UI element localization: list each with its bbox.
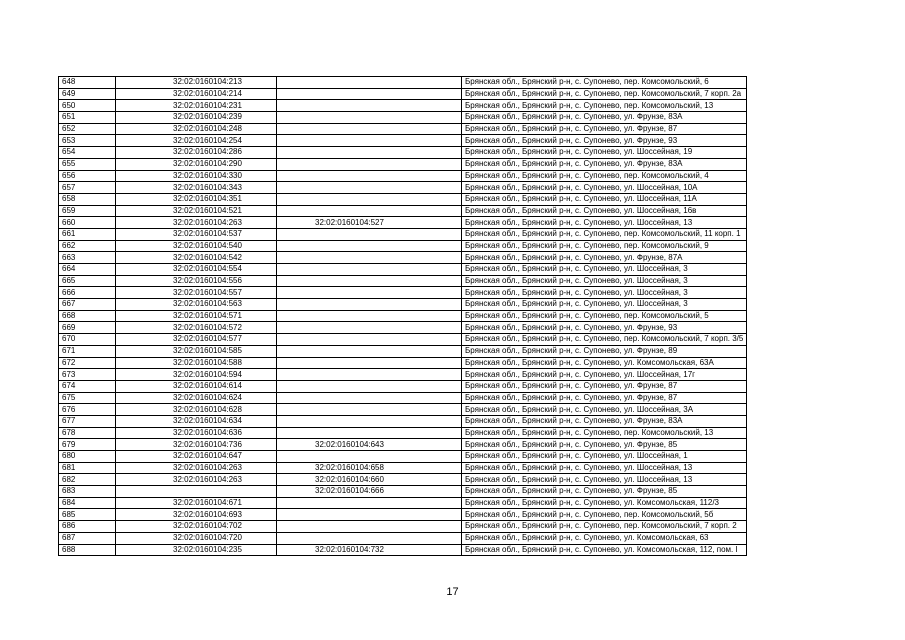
cadastral-table-body <box>59 77 747 556</box>
cadastral-number-cell: 32:02:0160104:540 <box>116 240 277 252</box>
address-cell: Брянская обл., Брянский р-н, с. Супонево, ул. Шоссейная, 17г <box>462 369 747 381</box>
parent-number-cell <box>277 310 462 322</box>
row-number-cell: 652 <box>59 123 116 135</box>
table-row <box>59 275 747 287</box>
row-number-cell: 671 <box>59 345 116 357</box>
parent-number-cell <box>277 345 462 357</box>
cadastral-number-cell: 32:02:0160104:330 <box>116 170 277 182</box>
cadastral-number-cell: 32:02:0160104:239 <box>116 112 277 124</box>
address-cell: Брянская обл., Брянский р-н, с. Супонево, ул. Шоссейная, 3 <box>462 264 747 276</box>
cadastral-number-cell: 32:02:0160104:636 <box>116 427 277 439</box>
address-cell: Брянская обл., Брянский р-н, с. Супонево, пер. Комсомольский, 7 корп. 3/5 <box>462 334 747 346</box>
table-row <box>59 345 747 357</box>
parent-number-cell <box>277 532 462 544</box>
cadastral-number-cell <box>116 486 277 498</box>
table-row <box>59 287 747 299</box>
parent-number-cell <box>277 193 462 205</box>
cadastral-number-cell: 32:02:0160104:286 <box>116 147 277 159</box>
address-cell: Брянская обл., Брянский р-н, с. Супонево, ул. Шоссейная, 3 <box>462 299 747 311</box>
row-number-cell: 649 <box>59 88 116 100</box>
table-row <box>59 147 747 159</box>
cadastral-number-cell: 32:02:0160104:577 <box>116 334 277 346</box>
cadastral-number-cell: 32:02:0160104:588 <box>116 357 277 369</box>
table-row <box>59 486 747 498</box>
table-row <box>59 369 747 381</box>
address-cell: Брянская обл., Брянский р-н, с. Супонево, ул. Фрунзе, 93 <box>462 322 747 334</box>
row-number-cell: 681 <box>59 462 116 474</box>
cadastral-number-cell: 32:02:0160104:248 <box>116 123 277 135</box>
address-cell: Брянская обл., Брянский р-н, с. Супонево, ул. Фрунзе, 87 <box>462 380 747 392</box>
row-number-cell: 670 <box>59 334 116 346</box>
parent-number-cell <box>277 275 462 287</box>
table-row <box>59 135 747 147</box>
cadastral-number-cell: 32:02:0160104:571 <box>116 310 277 322</box>
address-cell: Брянская обл., Брянский р-н, с. Супонево, ул. Фрунзе, 85 <box>462 486 747 498</box>
address-cell: Брянская обл., Брянский р-н, с. Супонево, ул. Шоссейная, 19 <box>462 147 747 159</box>
table-row <box>59 322 747 334</box>
table-row <box>59 240 747 252</box>
cadastral-number-cell: 32:02:0160104:231 <box>116 100 277 112</box>
parent-number-cell <box>277 415 462 427</box>
parent-number-cell <box>277 380 462 392</box>
table-row <box>59 264 747 276</box>
row-number-cell: 659 <box>59 205 116 217</box>
cadastral-number-cell: 32:02:0160104:542 <box>116 252 277 264</box>
table-row <box>59 462 747 474</box>
address-cell: Брянская обл., Брянский р-н, с. Супонево, ул. Комсомольская, 63А <box>462 357 747 369</box>
table-row <box>59 123 747 135</box>
address-cell: Брянская обл., Брянский р-н, с. Супонево, ул. Фрунзе, 83А <box>462 112 747 124</box>
table-row <box>59 217 747 229</box>
cadastral-number-cell: 32:02:0160104:634 <box>116 415 277 427</box>
cadastral-number-cell: 32:02:0160104:702 <box>116 521 277 533</box>
cadastral-number-cell: 32:02:0160104:585 <box>116 345 277 357</box>
address-cell: Брянская обл., Брянский р-н, с. Супонево, пер. Комсомольский, 6 <box>462 77 747 89</box>
row-number-cell: 677 <box>59 415 116 427</box>
parent-number-cell <box>277 357 462 369</box>
table-row <box>59 205 747 217</box>
row-number-cell: 662 <box>59 240 116 252</box>
address-cell: Брянская обл., Брянский р-н, с. Супонево, ул. Шоссейная, 13 <box>462 217 747 229</box>
parent-number-cell <box>277 451 462 463</box>
cadastral-number-cell: 32:02:0160104:343 <box>116 182 277 194</box>
row-number-cell: 686 <box>59 521 116 533</box>
address-cell: Брянская обл., Брянский р-н, с. Супонево, ул. Шоссейная, 16в <box>462 205 747 217</box>
address-cell: Брянская обл., Брянский р-н, с. Супонево, пер. Комсомольский, 7 корп. 2а <box>462 88 747 100</box>
parent-number-cell <box>277 100 462 112</box>
address-cell: Брянская обл., Брянский р-н, с. Супонево, ул. Комсомольская, 112/3 <box>462 497 747 509</box>
row-number-cell: 650 <box>59 100 116 112</box>
parent-number-cell <box>277 147 462 159</box>
table-row <box>59 252 747 264</box>
parent-number-cell <box>277 252 462 264</box>
row-number-cell: 664 <box>59 264 116 276</box>
table-row <box>59 544 747 556</box>
cadastral-number-cell: 32:02:0160104:572 <box>116 322 277 334</box>
cadastral-number-cell: 32:02:0160104:254 <box>116 135 277 147</box>
table-row <box>59 310 747 322</box>
cadastral-number-cell: 32:02:0160104:594 <box>116 369 277 381</box>
address-cell: Брянская обл., Брянский р-н, с. Супонево, ул. Шоссейная, 3А <box>462 404 747 416</box>
cadastral-number-cell: 32:02:0160104:214 <box>116 88 277 100</box>
table-row <box>59 228 747 240</box>
cadastral-number-cell: 32:02:0160104:290 <box>116 158 277 170</box>
parent-number-cell <box>277 135 462 147</box>
row-number-cell: 654 <box>59 147 116 159</box>
table-row <box>59 158 747 170</box>
parent-number-cell <box>277 123 462 135</box>
row-number-cell: 684 <box>59 497 116 509</box>
address-cell: Брянская обл., Брянский р-н, с. Супонево, ул. Комсомольская, 112, пом. I <box>462 544 747 556</box>
address-cell: Брянская обл., Брянский р-н, с. Супонево, ул. Шоссейная, 10А <box>462 182 747 194</box>
table-row <box>59 415 747 427</box>
address-cell: Брянская обл., Брянский р-н, с. Супонево, пер. Комсомольский, 5б <box>462 509 747 521</box>
parent-number-cell <box>277 497 462 509</box>
cadastral-number-cell: 32:02:0160104:647 <box>116 451 277 463</box>
table-row <box>59 404 747 416</box>
parent-number-cell <box>277 77 462 89</box>
address-cell: Брянская обл., Брянский р-н, с. Супонево, ул. Фрунзе, 85 <box>462 439 747 451</box>
parent-number-cell: 32:02:0160104:658 <box>277 462 462 474</box>
row-number-cell: 668 <box>59 310 116 322</box>
parent-number-cell <box>277 299 462 311</box>
row-number-cell: 678 <box>59 427 116 439</box>
table-row <box>59 451 747 463</box>
row-number-cell: 675 <box>59 392 116 404</box>
parent-number-cell <box>277 182 462 194</box>
parent-number-cell: 32:02:0160104:527 <box>277 217 462 229</box>
parent-number-cell <box>277 369 462 381</box>
cadastral-number-cell: 32:02:0160104:554 <box>116 264 277 276</box>
cadastral-number-cell: 32:02:0160104:720 <box>116 532 277 544</box>
cadastral-number-cell: 32:02:0160104:628 <box>116 404 277 416</box>
address-cell: Брянская обл., Брянский р-н, с. Супонево, пер. Комсомольский, 13 <box>462 100 747 112</box>
row-number-cell: 682 <box>59 474 116 486</box>
table-row <box>59 112 747 124</box>
row-number-cell: 688 <box>59 544 116 556</box>
cadastral-number-cell: 32:02:0160104:263 <box>116 462 277 474</box>
parent-number-cell <box>277 170 462 182</box>
row-number-cell: 660 <box>59 217 116 229</box>
address-cell: Брянская обл., Брянский р-н, с. Супонево, ул. Шоссейная, 13 <box>462 462 747 474</box>
parent-number-cell: 32:02:0160104:666 <box>277 486 462 498</box>
cadastral-number-cell: 32:02:0160104:563 <box>116 299 277 311</box>
address-cell: Брянская обл., Брянский р-н, с. Супонево, пер. Комсомольский, 7 корп. 2 <box>462 521 747 533</box>
address-cell: Брянская обл., Брянский р-н, с. Супонево, ул. Шоссейная, 13 <box>462 474 747 486</box>
parent-number-cell: 32:02:0160104:732 <box>277 544 462 556</box>
parent-number-cell <box>277 334 462 346</box>
address-cell: Брянская обл., Брянский р-н, с. Супонево, ул. Шоссейная, 3 <box>462 275 747 287</box>
row-number-cell: 658 <box>59 193 116 205</box>
table-row <box>59 497 747 509</box>
table-row <box>59 427 747 439</box>
address-cell: Брянская обл., Брянский р-н, с. Супонево, ул. Фрунзе, 89 <box>462 345 747 357</box>
cadastral-number-cell: 32:02:0160104:556 <box>116 275 277 287</box>
address-cell: Брянская обл., Брянский р-н, с. Супонево, пер. Комсомольский, 11 корп. 1 <box>462 228 747 240</box>
row-number-cell: 651 <box>59 112 116 124</box>
parent-number-cell <box>277 521 462 533</box>
cadastral-number-cell: 32:02:0160104:614 <box>116 380 277 392</box>
table-row <box>59 392 747 404</box>
cadastral-number-cell: 32:02:0160104:263 <box>116 217 277 229</box>
parent-number-cell <box>277 404 462 416</box>
address-cell: Брянская обл., Брянский р-н, с. Супонево, ул. Фрунзе, 87 <box>462 392 747 404</box>
row-number-cell: 685 <box>59 509 116 521</box>
address-cell: Брянская обл., Брянский р-н, с. Супонево, пер. Комсомольский, 13 <box>462 427 747 439</box>
page-number: 17 <box>446 586 459 598</box>
row-number-cell: 657 <box>59 182 116 194</box>
table-row <box>59 357 747 369</box>
table-row <box>59 88 747 100</box>
row-number-cell: 676 <box>59 404 116 416</box>
row-number-cell: 665 <box>59 275 116 287</box>
table-row <box>59 334 747 346</box>
address-cell: Брянская обл., Брянский р-н, с. Супонево, ул. Фрунзе, 87А <box>462 252 747 264</box>
parent-number-cell <box>277 264 462 276</box>
parent-number-cell <box>277 322 462 334</box>
parent-number-cell <box>277 112 462 124</box>
parent-number-cell: 32:02:0160104:660 <box>277 474 462 486</box>
table-row <box>59 521 747 533</box>
table-row <box>59 380 747 392</box>
row-number-cell: 680 <box>59 451 116 463</box>
row-number-cell: 653 <box>59 135 116 147</box>
parent-number-cell <box>277 509 462 521</box>
table-row <box>59 193 747 205</box>
cadastral-number-cell: 32:02:0160104:671 <box>116 497 277 509</box>
cadastral-number-cell: 32:02:0160104:235 <box>116 544 277 556</box>
cadastral-number-cell: 32:02:0160104:213 <box>116 77 277 89</box>
row-number-cell: 679 <box>59 439 116 451</box>
address-cell: Брянская обл., Брянский р-н, с. Супонево, ул. Фрунзе, 87 <box>462 123 747 135</box>
row-number-cell: 672 <box>59 357 116 369</box>
cadastral-table <box>58 76 747 556</box>
cadastral-number-cell: 32:02:0160104:624 <box>116 392 277 404</box>
table-row <box>59 170 747 182</box>
table-row <box>59 509 747 521</box>
address-cell: Брянская обл., Брянский р-н, с. Супонево, пер. Комсомольский, 5 <box>462 310 747 322</box>
cadastral-number-cell: 32:02:0160104:521 <box>116 205 277 217</box>
row-number-cell: 687 <box>59 532 116 544</box>
address-cell: Брянская обл., Брянский р-н, с. Супонево, ул. Комсомольская, 63 <box>462 532 747 544</box>
parent-number-cell <box>277 240 462 252</box>
cadastral-number-cell: 32:02:0160104:736 <box>116 439 277 451</box>
row-number-cell: 661 <box>59 228 116 240</box>
address-cell: Брянская обл., Брянский р-н, с. Супонево, пер. Комсомольский, 4 <box>462 170 747 182</box>
parent-number-cell <box>277 205 462 217</box>
parent-number-cell <box>277 287 462 299</box>
cadastral-number-cell: 32:02:0160104:351 <box>116 193 277 205</box>
cadastral-number-cell: 32:02:0160104:537 <box>116 228 277 240</box>
table-row <box>59 299 747 311</box>
row-number-cell: 683 <box>59 486 116 498</box>
row-number-cell: 656 <box>59 170 116 182</box>
address-cell: Брянская обл., Брянский р-н, с. Супонево, ул. Фрунзе, 83А <box>462 415 747 427</box>
table-row <box>59 532 747 544</box>
parent-number-cell <box>277 158 462 170</box>
parent-number-cell <box>277 228 462 240</box>
row-number-cell: 655 <box>59 158 116 170</box>
cadastral-number-cell: 32:02:0160104:693 <box>116 509 277 521</box>
address-cell: Брянская обл., Брянский р-н, с. Супонево, ул. Шоссейная, 1 <box>462 451 747 463</box>
table-row <box>59 182 747 194</box>
parent-number-cell <box>277 427 462 439</box>
address-cell: Брянская обл., Брянский р-н, с. Супонево, ул. Шоссейная, 11А <box>462 193 747 205</box>
row-number-cell: 666 <box>59 287 116 299</box>
row-number-cell: 648 <box>59 77 116 89</box>
parent-number-cell <box>277 392 462 404</box>
row-number-cell: 663 <box>59 252 116 264</box>
table-row <box>59 77 747 89</box>
address-cell: Брянская обл., Брянский р-н, с. Супонево, ул. Шоссейная, 3 <box>462 287 747 299</box>
address-cell: Брянская обл., Брянский р-н, с. Супонево, ул. Фрунзе, 83А <box>462 158 747 170</box>
address-cell: Брянская обл., Брянский р-н, с. Супонево, ул. Фрунзе, 93 <box>462 135 747 147</box>
cadastral-number-cell: 32:02:0160104:557 <box>116 287 277 299</box>
parent-number-cell: 32:02:0160104:643 <box>277 439 462 451</box>
row-number-cell: 669 <box>59 322 116 334</box>
cadastral-number-cell: 32:02:0160104:263 <box>116 474 277 486</box>
parent-number-cell <box>277 88 462 100</box>
row-number-cell: 673 <box>59 369 116 381</box>
address-cell: Брянская обл., Брянский р-н, с. Супонево, пер. Комсомольский, 9 <box>462 240 747 252</box>
row-number-cell: 667 <box>59 299 116 311</box>
table-row <box>59 100 747 112</box>
table-row <box>59 474 747 486</box>
row-number-cell: 674 <box>59 380 116 392</box>
table-row <box>59 439 747 451</box>
